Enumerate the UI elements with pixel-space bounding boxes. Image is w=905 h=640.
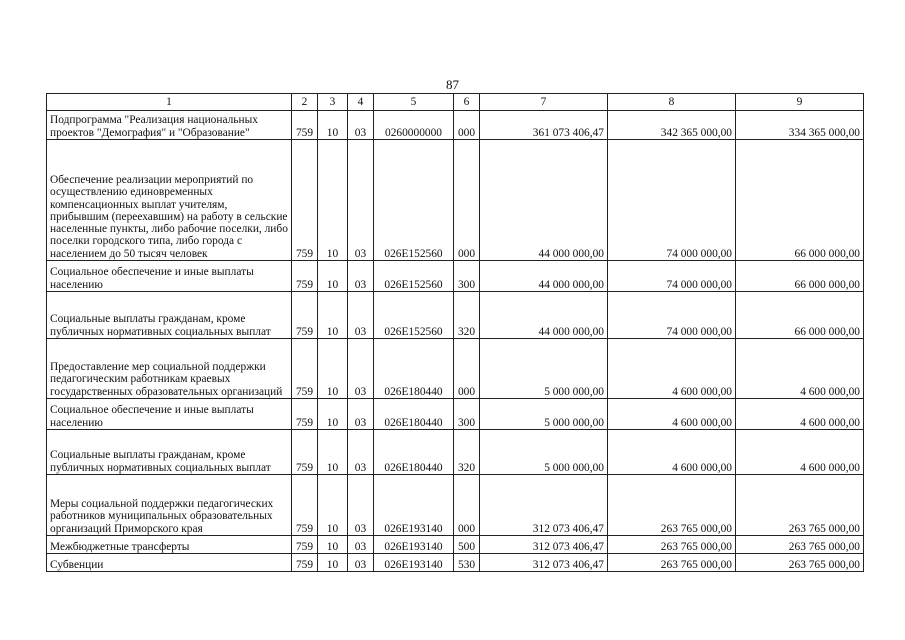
code-cell: 759 — [292, 475, 318, 536]
amount-cell: 66 000 000,00 — [736, 140, 864, 261]
code-cell: 500 — [454, 536, 480, 554]
amount-cell: 5 000 000,00 — [480, 430, 608, 475]
amount-cell: 4 600 000,00 — [608, 339, 736, 399]
column-header: 6 — [454, 94, 480, 111]
amount-cell: 312 073 406,47 — [480, 554, 608, 572]
code-cell: 10 — [318, 475, 348, 536]
column-header: 1 — [47, 94, 292, 111]
code-cell: 03 — [348, 475, 374, 536]
code-cell: 10 — [318, 430, 348, 475]
amount-cell: 5 000 000,00 — [480, 399, 608, 430]
code-cell: 320 — [454, 430, 480, 475]
code-cell: 10 — [318, 261, 348, 292]
amount-cell: 66 000 000,00 — [736, 292, 864, 339]
column-header: 2 — [292, 94, 318, 111]
code-cell: 10 — [318, 536, 348, 554]
amount-cell: 4 600 000,00 — [736, 399, 864, 430]
code-cell: 759 — [292, 292, 318, 339]
amount-cell: 74 000 000,00 — [608, 140, 736, 261]
code-cell: 10 — [318, 111, 348, 140]
amount-cell: 5 000 000,00 — [480, 339, 608, 399]
amount-cell: 361 073 406,47 — [480, 111, 608, 140]
code-cell: 03 — [348, 261, 374, 292]
amount-cell: 74 000 000,00 — [608, 261, 736, 292]
table-row — [47, 140, 864, 261]
amount-cell: 334 365 000,00 — [736, 111, 864, 140]
row-description: Меры социальной поддержки педагогических работников муниципальных образовательных организаций Приморского края — [47, 475, 292, 536]
table-row — [47, 339, 864, 399]
code-cell: 759 — [292, 554, 318, 572]
row-description: Предоставление мер социальной поддержки педагогическим работникам краевых государственных образовательных организаций — [47, 339, 292, 399]
table-row — [47, 292, 864, 339]
code-cell: 320 — [454, 292, 480, 339]
code-cell: 026E152560 — [374, 261, 454, 292]
code-cell: 759 — [292, 111, 318, 140]
code-cell: 03 — [348, 399, 374, 430]
code-cell: 026E180440 — [374, 339, 454, 399]
amount-cell: 4 600 000,00 — [736, 339, 864, 399]
code-cell: 026E193140 — [374, 554, 454, 572]
row-description: Обеспечение реализации мероприятий по осуществлению единовременных компенсационных выплат учителям, прибывшим (переехавшим) на работу в сельские населенные пункты, либо рабочие поселки, либо поселки городского типа, либо города с населением до 50 тысяч человек — [47, 140, 292, 261]
code-cell: 10 — [318, 140, 348, 261]
code-cell: 026E152560 — [374, 140, 454, 261]
amount-cell: 263 765 000,00 — [736, 475, 864, 536]
code-cell: 026E180440 — [374, 399, 454, 430]
code-cell: 10 — [318, 399, 348, 430]
code-cell: 000 — [454, 111, 480, 140]
row-description: Социальное обеспечение и иные выплаты населению — [47, 399, 292, 430]
code-cell: 000 — [454, 475, 480, 536]
code-cell: 530 — [454, 554, 480, 572]
code-cell: 759 — [292, 430, 318, 475]
amount-cell: 342 365 000,00 — [608, 111, 736, 140]
amount-cell: 263 765 000,00 — [608, 536, 736, 554]
page-number: 87 — [446, 77, 459, 92]
code-cell: 03 — [348, 554, 374, 572]
amount-cell: 312 073 406,47 — [480, 475, 608, 536]
code-cell: 759 — [292, 261, 318, 292]
table-header-row — [47, 94, 864, 111]
table-row — [47, 399, 864, 430]
code-cell: 03 — [348, 140, 374, 261]
row-description: Социальные выплаты гражданам, кроме публичных нормативных социальных выплат — [47, 430, 292, 475]
code-cell: 026E180440 — [374, 430, 454, 475]
amount-cell: 44 000 000,00 — [480, 261, 608, 292]
amount-cell: 312 073 406,47 — [480, 536, 608, 554]
table-row — [47, 430, 864, 475]
table-row — [47, 554, 864, 572]
code-cell: 10 — [318, 292, 348, 339]
amount-cell: 263 765 000,00 — [736, 554, 864, 572]
code-cell: 03 — [348, 111, 374, 140]
amount-cell: 44 000 000,00 — [480, 140, 608, 261]
row-description: Социальное обеспечение и иные выплаты населению — [47, 261, 292, 292]
table-body — [47, 111, 864, 572]
table-row — [47, 536, 864, 554]
amount-cell: 4 600 000,00 — [736, 430, 864, 475]
amount-cell: 263 765 000,00 — [736, 536, 864, 554]
code-cell: 03 — [348, 292, 374, 339]
code-cell: 300 — [454, 261, 480, 292]
code-cell: 026E193140 — [374, 475, 454, 536]
row-description: Субвенции — [47, 554, 292, 572]
budget-table — [46, 93, 864, 572]
code-cell: 026E193140 — [374, 536, 454, 554]
code-cell: 759 — [292, 339, 318, 399]
column-header: 8 — [608, 94, 736, 111]
code-cell: 03 — [348, 536, 374, 554]
amount-cell: 263 765 000,00 — [608, 554, 736, 572]
code-cell: 10 — [318, 339, 348, 399]
code-cell: 759 — [292, 536, 318, 554]
column-header: 5 — [374, 94, 454, 111]
code-cell: 759 — [292, 399, 318, 430]
code-cell: 759 — [292, 140, 318, 261]
row-description: Социальные выплаты гражданам, кроме публичных нормативных социальных выплат — [47, 292, 292, 339]
code-cell: 0260000000 — [374, 111, 454, 140]
column-header: 9 — [736, 94, 864, 111]
column-header: 4 — [348, 94, 374, 111]
code-cell: 000 — [454, 339, 480, 399]
code-cell: 10 — [318, 554, 348, 572]
column-header: 3 — [318, 94, 348, 111]
column-header: 7 — [480, 94, 608, 111]
code-cell: 026E152560 — [374, 292, 454, 339]
code-cell: 03 — [348, 430, 374, 475]
table-row — [47, 261, 864, 292]
amount-cell: 263 765 000,00 — [608, 475, 736, 536]
table-row — [47, 111, 864, 140]
row-description: Межбюджетные трансферты — [47, 536, 292, 554]
amount-cell: 4 600 000,00 — [608, 430, 736, 475]
code-cell: 000 — [454, 140, 480, 261]
code-cell: 300 — [454, 399, 480, 430]
table-row — [47, 475, 864, 536]
amount-cell: 44 000 000,00 — [480, 292, 608, 339]
amount-cell: 66 000 000,00 — [736, 261, 864, 292]
row-description: Подпрограмма "Реализация национальных проектов "Демография" и "Образование" — [47, 111, 292, 140]
code-cell: 03 — [348, 339, 374, 399]
amount-cell: 4 600 000,00 — [608, 399, 736, 430]
amount-cell: 74 000 000,00 — [608, 292, 736, 339]
